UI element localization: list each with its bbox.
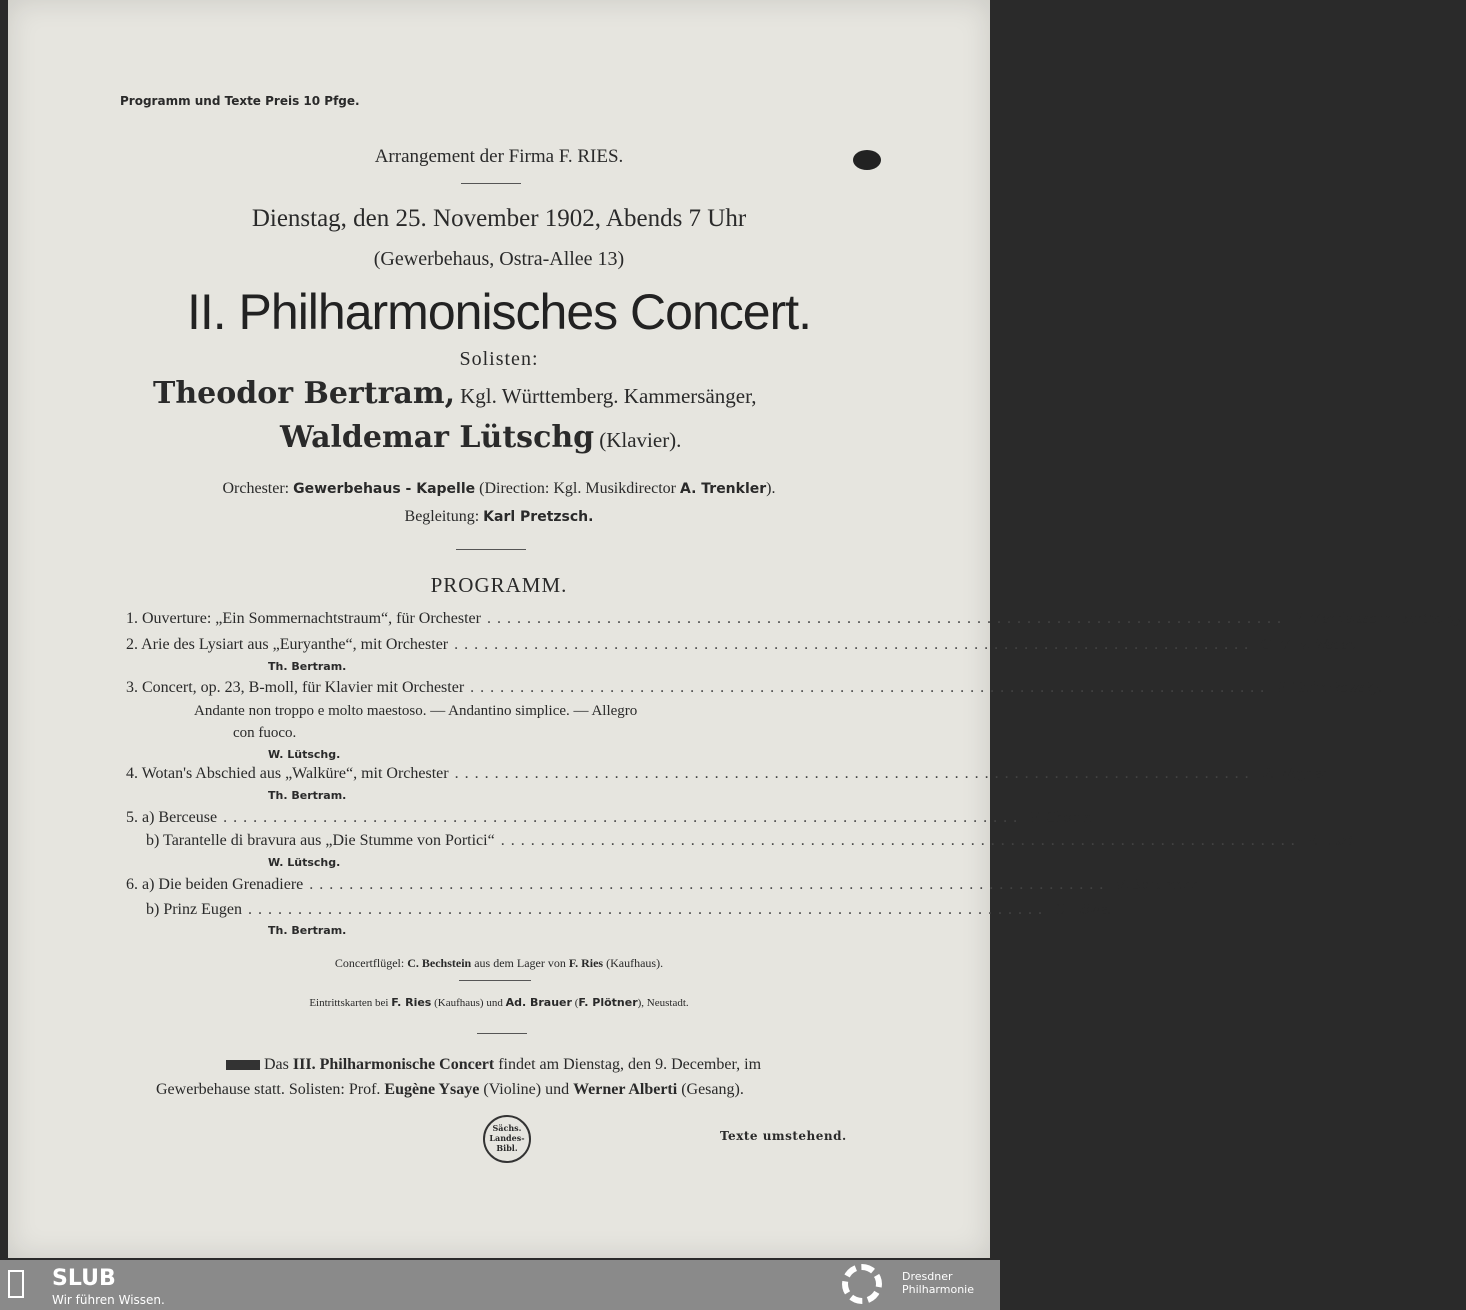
philharmonie-sun-icon xyxy=(842,1264,882,1304)
program-item-6a: 6. a) Die beiden Grenadiere ................................................................................ R. Schumann. xyxy=(126,876,1204,893)
leader-dots: ................................................................................ xyxy=(454,636,1255,653)
leader-dots: ................................................................................ xyxy=(309,876,1110,893)
concert-date: Dienstag, den 25. November 1902, Abends 7 Uhr xyxy=(251,205,747,232)
leader-dots: ................................................................................ xyxy=(500,832,1301,849)
concert-title: II. Philharmonisches Concert. xyxy=(186,284,812,340)
divider xyxy=(459,980,531,981)
divider xyxy=(461,183,521,184)
slub-slogan: Wir führen Wissen. xyxy=(52,1293,165,1307)
program-item-2: 2. Arie des Lysiart aus „Euryanthe“, mit Orchester ................................................................................ C. M. v. Weber. xyxy=(126,636,1357,653)
texte-note: Texte umstehend. xyxy=(720,1129,847,1143)
leader-dots: ................................................................................ xyxy=(454,765,1255,782)
leader-dots: ................................................................................ xyxy=(486,610,1287,627)
divider xyxy=(456,549,526,550)
leader-dots: ................................................................................ xyxy=(470,679,1271,696)
program-item-6b: b) Prinz Eugen ................................................................................ C. Löwe. xyxy=(146,901,1112,918)
venue: (Gewerbehaus, Ostra-Allee 13) xyxy=(373,248,625,270)
performer: Th. Bertram. xyxy=(268,660,347,673)
program-item-5b: b) Tarantelle di bravura aus „Die Stumme von Portici“ ................................................................................ F. Liszt. xyxy=(146,832,1357,849)
performer: W. Lütschg. xyxy=(268,748,341,761)
ink-blot xyxy=(853,150,881,170)
program-item-5a: 5. a) Berceuse ................................................................................ F. Chopin. xyxy=(126,809,1096,826)
movements: Andante non troppo e molto maestoso. — Andantino simplice. — Allegro xyxy=(194,703,638,719)
philharmonie-logo[interactable]: Dresdner Philharmonie xyxy=(902,1270,974,1296)
accompaniment-line: Begleitung: Karl Pretzsch. xyxy=(404,508,594,525)
movements-cont: con fuoco. xyxy=(233,725,297,741)
leader-dots: ................................................................................ xyxy=(247,901,1048,918)
price-note: Programm und Texte Preis 10 Pfge. xyxy=(120,94,360,108)
soloist-2: Waldemar Lütschg (Klavier). xyxy=(280,420,682,455)
slub-book-icon xyxy=(8,1270,24,1298)
orchestra-line: Orchester: Gewerbehaus - Kapelle (Direction: Kgl. Musikdirector A. Trenkler). xyxy=(222,480,776,497)
next-concert-line-1: Das III. Philharmonische Concert findet am Dienstag, den 9. December, im xyxy=(226,1056,761,1074)
performer: Th. Bertram. xyxy=(268,789,347,802)
soloists-label: Solisten: xyxy=(459,348,539,370)
slub-logo[interactable]: SLUB xyxy=(52,1266,116,1291)
arrangement: Arrangement der Firma F. RIES. xyxy=(374,146,624,167)
program-item-3: 3. Concert, op. 23, B-moll, für Klavier mit Orchester ................................................................................ P. Tschaikowsky. xyxy=(126,679,1383,696)
programm-heading: PROGRAMM. xyxy=(430,573,568,597)
piano-note: Concertflügel: C. Bechstein aus dem Lager von F. Ries (Kaufhaus). xyxy=(334,956,664,970)
divider xyxy=(477,1033,527,1034)
performer: Th. Bertram. xyxy=(268,924,347,937)
soloist-1: Theodor Bertram, Kgl. Württemberg. Kammersänger, xyxy=(153,376,757,411)
next-concert-line-2: Gewerbehause statt. Solisten: Prof. Eugène Ysaye (Violine) und Werner Alberti (Gesang). xyxy=(156,1081,744,1098)
program-sheet xyxy=(8,0,1466,1258)
footer-bar xyxy=(0,1260,1000,1310)
leader-dots: ................................................................................ xyxy=(223,809,1024,826)
performer: W. Lütschg. xyxy=(268,856,341,869)
program-item-4: 4. Wotan's Abschied aus „Walküre“, mit Orchester ................................................................................ R. Wagner. xyxy=(126,765,1330,782)
pointing-hand-icon xyxy=(226,1060,260,1070)
program-item-1: 1. Ouverture: „Ein Sommernachtstraum“, für Orchester ................................................................................ F. Mendelssohn-Bartholdy. xyxy=(126,610,1466,627)
tickets-note: Eintrittskarten bei F. Ries (Kaufhaus) und Ad. Brauer (F. Plötner), Neustadt. xyxy=(309,996,689,1009)
library-stamp: Sächs. Landes- Bibl. xyxy=(483,1115,531,1163)
